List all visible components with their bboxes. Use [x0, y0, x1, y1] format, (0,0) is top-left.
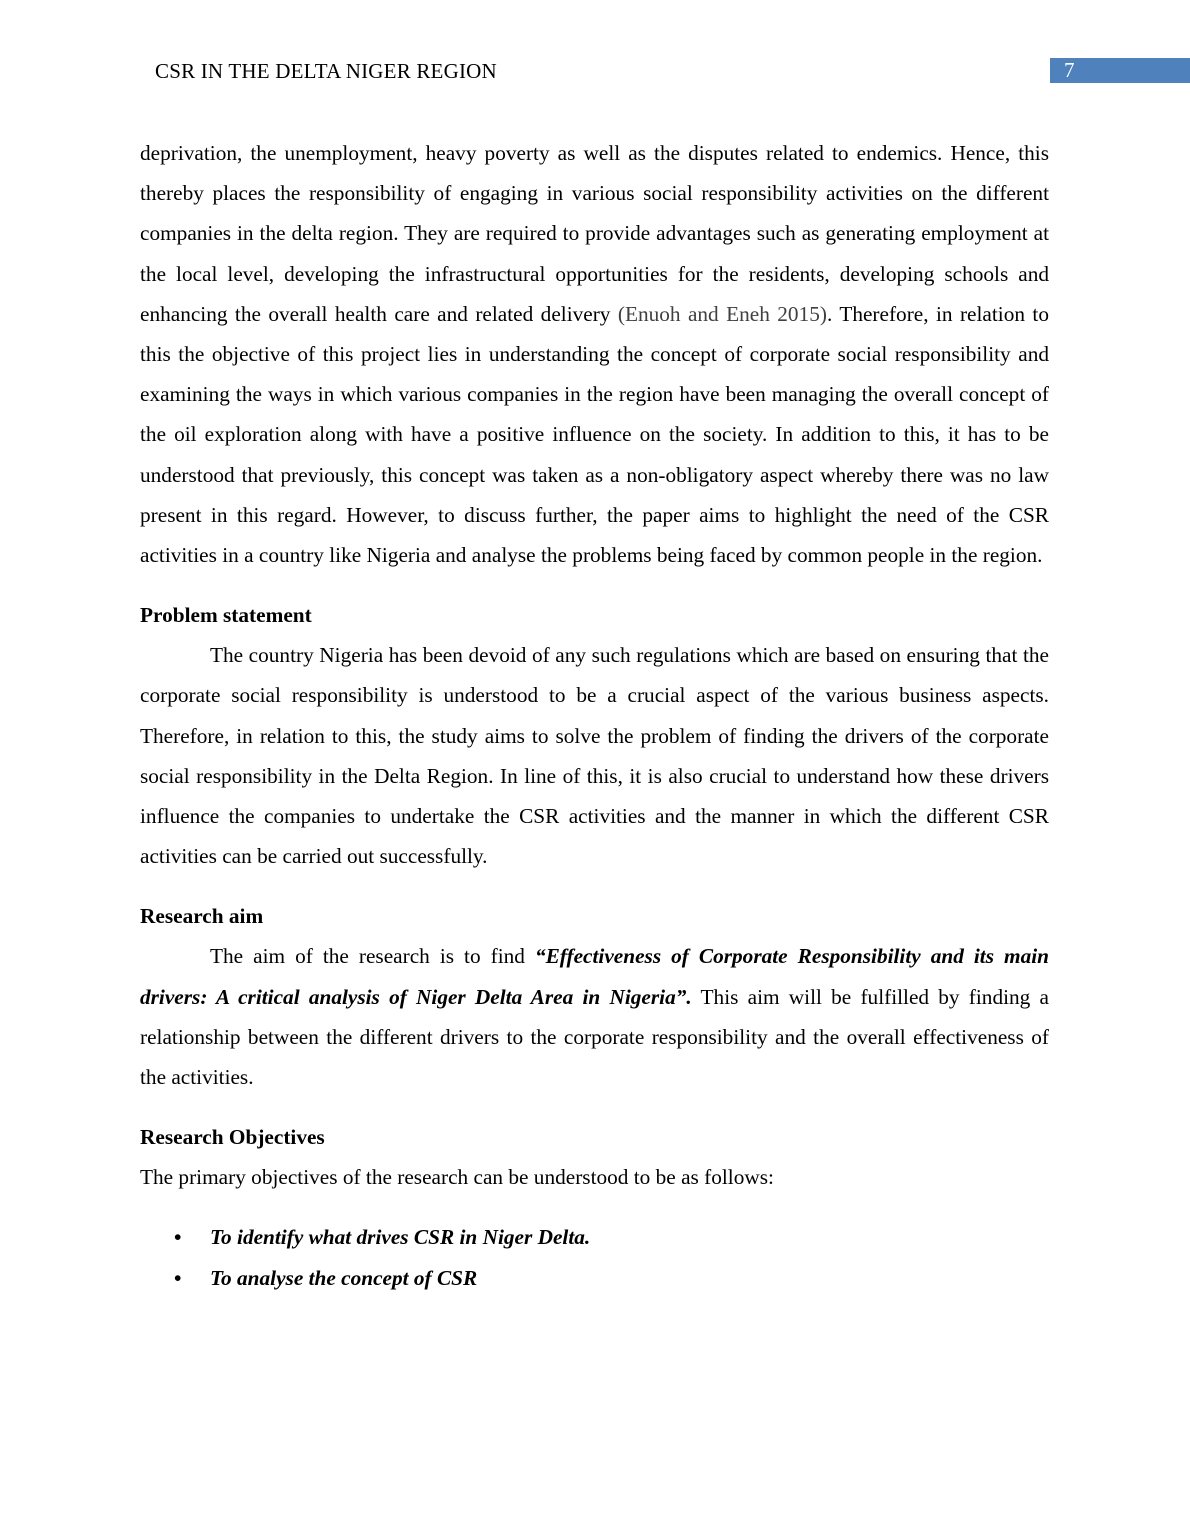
research-objectives-intro: The primary objectives of the research can be understood to be as follows:: [140, 1165, 774, 1190]
problem-statement-paragraph: The country Nigeria has been devoid of any such regulations which are based on ensuring that the corporate social responsibility is understood to be a crucial aspect of the various business aspects. Therefore, in relation to this, the study aims to solve the problem of finding the drivers of the corporate social responsibility in the Delta Region. In line of this, it is also crucial to understand how these drivers influence the companies to undertake the CSR activities and the manner in which the different CSR activities can be carried out successfully.: [140, 643, 1049, 869]
list-item: [140, 1258, 1049, 1298]
objective-text: To analyse the concept of CSR: [210, 1265, 478, 1290]
intro-text-part1: deprivation, the unemployment, heavy poverty as well as the disputes related to endemics. Hence, this thereby places the responsibility of engaging in various social responsibility activities on the different companies in the delta region. They are required to provide advantages such as generating employment at the local level, developing the infrastructural opportunities for the residents, developing schools and enhancing the overall health care and related delivery: [140, 141, 1049, 326]
intro-paragraph: [140, 133, 1049, 575]
objective-text: To identify what drives CSR in Niger Delta.: [210, 1225, 591, 1250]
problem-statement-heading: Problem statement: [140, 603, 312, 628]
research-objectives-heading: Research Objectives: [140, 1125, 325, 1150]
list-item: [140, 1217, 1049, 1257]
intro-text-part2: . Therefore, in relation to this the objective of this project lies in understanding the concept of corporate social responsibility and examining the ways in which various companies in the region have been managing the overall concept of the oil exploration along with have a positive influence on the society. In addition to this, it has to be understood that previously, this concept was taken as a non-obligatory aspect whereby there was no law present in this regard. However, to discuss further, the paper aims to highlight the need of the CSR activities in a country like Nigeria and analyse the problems being faced by common people in the region.: [140, 301, 1049, 568]
research-aim-heading: Research aim: [140, 904, 264, 929]
bullet-icon: •: [174, 1265, 182, 1290]
running-head-title: CSR IN THE DELTA NIGER REGION: [155, 59, 497, 83]
document-body: [140, 133, 1049, 1298]
bullet-icon: •: [174, 1225, 182, 1250]
citation: (Enuoh and Eneh 2015): [617, 301, 827, 326]
page-number: 7: [1064, 58, 1075, 82]
research-aim-lead: The aim of the research is to find: [210, 944, 535, 969]
research-aim-paragraph: [140, 936, 1049, 1097]
research-title: “Effectiveness of Corporate Responsibility and its main drivers: A critical analysis of Niger Delta Area in Nigeria”.: [140, 944, 1050, 1009]
objectives-list: [140, 1217, 1049, 1297]
page-number-box: [1050, 58, 1190, 83]
research-aim-rest: This aim will be fulfilled by finding a relationship between the different drivers to the corporate responsibility and the overall effectiveness of the activities.: [140, 984, 1049, 1090]
